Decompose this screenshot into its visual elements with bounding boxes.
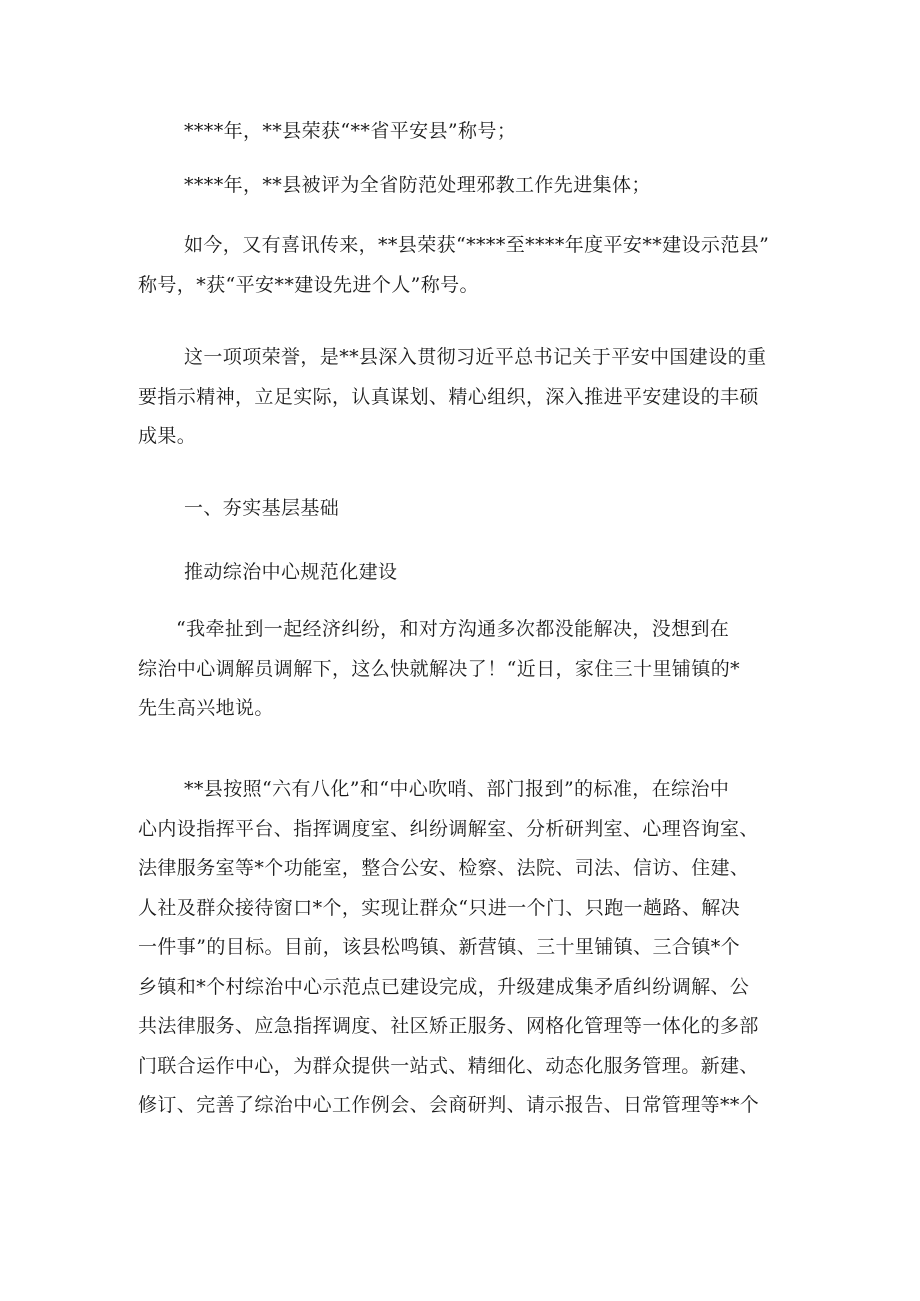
text-line: 称号，*获“平安**建设先进个人”称号。: [138, 273, 479, 296]
paragraph-main: [138, 770, 798, 1126]
text-line: 修订、完善了综治中心工作例会、会商研判、请示报告、日常管理等**个: [138, 1094, 760, 1116]
paragraph-2: [138, 166, 798, 206]
text-line: “我牵扯到一起经济纠纷，和对方沟通多次都没能解决，没想到在: [176, 618, 730, 640]
sub-heading: [138, 553, 798, 593]
text-line: 法律服务室等*个功能室，整合公安、检察、法院、司法、信访、住建、: [138, 857, 750, 879]
section-heading: [138, 489, 798, 529]
text-line: **县按照“六有八化”和“中心吹哨、部门报到”的标准，在综治中: [184, 778, 730, 800]
text-line: 先生高兴地说。: [138, 697, 274, 719]
text-line: 一、夯实基层基础: [184, 497, 340, 519]
paragraph-quote: [138, 610, 798, 729]
text-line: 推动综治中心规范化建设: [184, 561, 398, 583]
text-line: 乡镇和*个村综治中心示范点已建设完成，升级建成集矛盾纠纷调解、公: [138, 975, 750, 998]
text-line: 门联合运作中心，为群众提供一站式、精细化、动态化服务管理。新建、: [138, 1054, 759, 1077]
text-line: 综治中心调解员调解下，这么快就解决了！“近日，家住三十里铺镇的*: [138, 657, 741, 680]
text-line: ****年，**县荣获“**省平安县”称号；: [184, 120, 517, 142]
text-line: 如今，又有喜讯传来，**县荣获“****至****年度平安**建设示范县”: [184, 234, 770, 256]
text-line: 成果。: [138, 425, 197, 447]
text-line: 心内设指挥平台、指挥调度室、纠纷调解室、分析研判室、心理咨询室、: [138, 817, 759, 840]
paragraph-4: [138, 338, 798, 457]
text-line: 一件事”的目标。目前，该县松鸣镇、新营镇、三十里铺镇、三合镇*个: [138, 936, 741, 958]
text-line: 人社及群众接待窗口*个，实现让群众“只进一个门、只跑一趟路、解决: [138, 896, 741, 919]
text-line: 要指示精神，立足实际，认真谋划、精心组织，深入推进平安建设的丰硕: [138, 385, 759, 408]
text-line: 共法律服务、应急指挥调度、社区矫正服务、网格化管理等一体化的多部: [138, 1015, 759, 1037]
text-line: 这一项项荣誉，是**县深入贯彻习近平总书记关于平安中国建设的重: [184, 346, 767, 368]
paragraph-1: [138, 112, 798, 152]
paragraph-3: [138, 226, 798, 305]
text-line: ****年，**县被评为全省防范处理邪教工作先进集体；: [184, 174, 651, 196]
